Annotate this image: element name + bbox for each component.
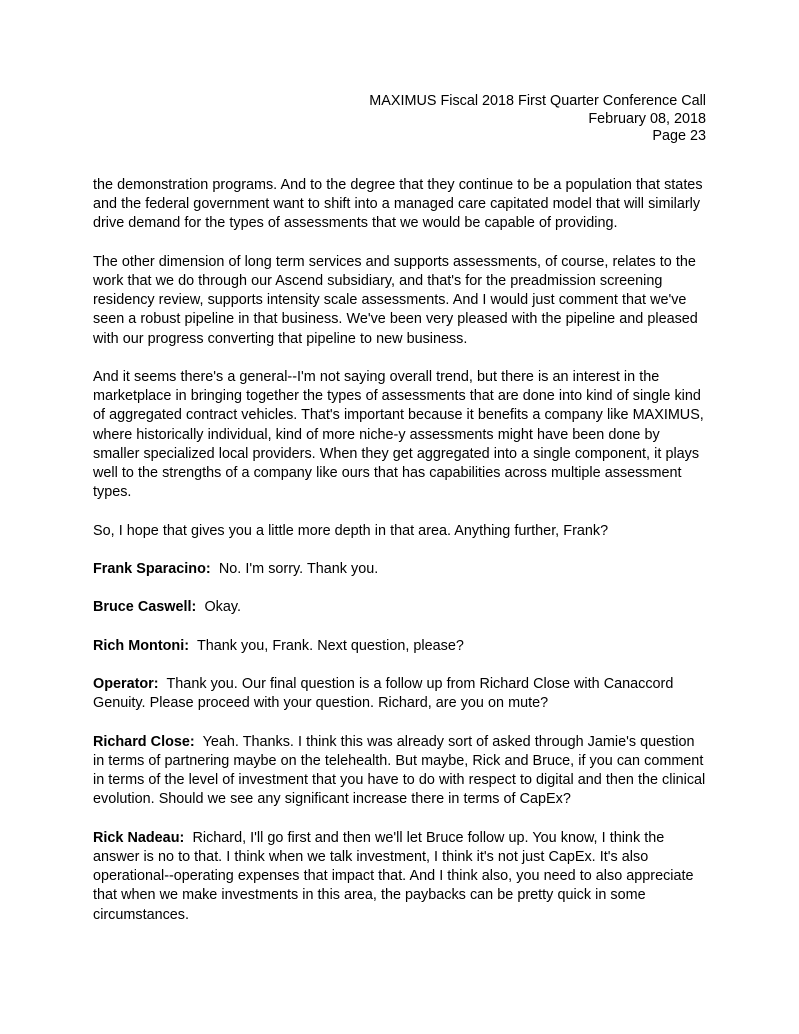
- transcript-statement: [93, 829, 707, 925]
- speaker-separator: [195, 734, 203, 750]
- paragraph-text: Richard, I'll go first and then we'll let Bruce follow up. You know, I think the answer is no to that. I think when we talk investment, I think it's not just CapEx. It's also operational--operating expenses that impact that. And I think also, you need to also appreciate that when we make investments in this area, the paybacks can be pretty quick in some circumstances.: [93, 829, 694, 923]
- paragraph-text: Thank you. Our final question is a follow up from Richard Close with Canaccord Genuity. Please proceed with your question. Richard, are you on mute?: [93, 676, 674, 712]
- speaker-separator: [189, 638, 197, 654]
- header-title: MAXIMUS Fiscal 2018 First Quarter Conference Call: [369, 93, 706, 109]
- transcript-statement: [93, 560, 707, 579]
- speaker-name: Operator:: [93, 676, 159, 693]
- speaker-name: Bruce Caswell:: [93, 599, 197, 616]
- paragraph-text: Thank you, Frank. Next question, please?: [196, 637, 464, 654]
- transcript-statement: [93, 675, 707, 713]
- transcript-statement: [93, 733, 707, 810]
- header-date: February 08, 2018: [588, 110, 706, 127]
- speaker-name: Frank Sparacino:: [93, 561, 211, 577]
- speaker-name: Rick Nadeau:: [93, 829, 185, 846]
- paragraph-text: And it seems there's a general--I'm not saying overall trend, but there is an interest in the marketplace in bringing together the types of assessments that are done into kind of single kind of aggregated contract vehicles. That's important because it benefits a company like MAXIMUS, where historically individual, kind of more niche-y assessments might have been done by smaller specialized local providers. When they get aggregated into a single component, it plays well to the strengths of a company like ours that has capabilities across multiple assessment types.: [93, 369, 704, 501]
- speaker-name: Richard Close:: [93, 733, 195, 750]
- paragraph-text: No. I'm sorry. Thank you.: [218, 561, 379, 577]
- paragraph-text: Okay.: [204, 599, 242, 616]
- paragraph-text: the demonstration programs. And to the degree that they continue to be a population that states and the federal government want to shift into a managed care capitated model that will similarly drive demand for the types of assessments that we would be capable of providing.: [93, 177, 703, 232]
- header-page-number: Page 23: [652, 128, 706, 145]
- transcript-statement: [93, 598, 707, 617]
- speaker-name: Rich Montoni:: [93, 637, 190, 654]
- transcript-paragraph: [93, 253, 707, 349]
- paragraph-text: Yeah. Thanks. I think this was already sort of asked through Jamie's question in terms of partnering maybe on the telehealth. But maybe, Rick and Bruce, if you can comment in terms of the level of investment that you have to do with respect to digital and then the clinical evolution. Should we see any significant increase there in terms of CapEx?: [93, 733, 706, 808]
- page-header: [93, 93, 706, 146]
- transcript-paragraph: [93, 176, 707, 234]
- paragraph-text: The other dimension of long term services and supports assessments, of course, relates to the work that we do through our Ascend subsidiary, and that's for the preadmission screening residency review, supports intensity scale assessments. And I would just comment that we've seen a robust pipeline in that business. We've been very pleased with the pipeline and pleased with our progress converting that pipeline to new business.: [93, 253, 698, 347]
- speaker-separator: [159, 676, 167, 692]
- transcript-paragraph: [93, 522, 707, 541]
- speaker-separator: [211, 561, 219, 577]
- paragraph-text: So, I hope that gives you a little more depth in that area. Anything further, Frank?: [93, 522, 609, 539]
- transcript-body: [93, 176, 707, 944]
- transcript-statement: [93, 637, 707, 656]
- transcript-paragraph: [93, 368, 707, 502]
